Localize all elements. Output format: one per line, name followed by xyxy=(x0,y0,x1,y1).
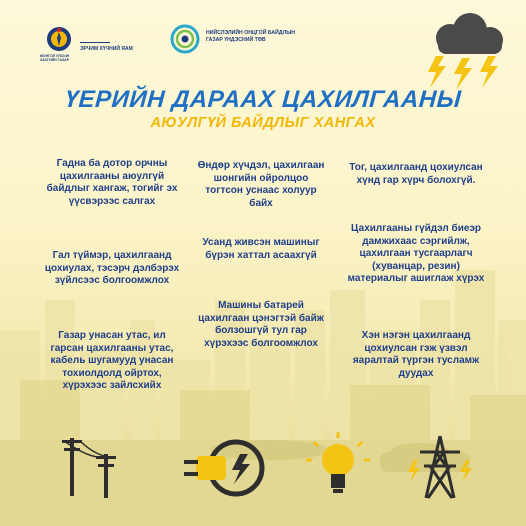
tip-avoid-fire-explosion: Гал түймэр, цахилгаанд цохиулах, тэсэрч дэлбэрэх зүйлсээс болгоомжлох xyxy=(44,250,180,286)
tip-disconnect-power: Гадна ба дотор орчны цахилгааны аюулгүй байдлыг хангаж, тогийг эх үүсвэрээс салгах xyxy=(46,158,178,207)
transmission-tower-icon xyxy=(420,436,460,498)
power-lines-icon xyxy=(62,438,116,498)
agency-name: НИЙСЛЭЛИЙН ОНЦГОЙ БАЙДЛЫН ГАЗАР ҮНДЭСНИЙ ТӨВ xyxy=(206,30,296,43)
tip-dont-touch-shocked-person: Тог, цахилгаанд цохиулсан хүнд гар хүрч болохгүй. xyxy=(349,162,483,186)
storm-cloud-icon xyxy=(418,8,518,98)
light-bulb-icon xyxy=(306,432,370,493)
coat-of-arms-icon xyxy=(42,24,76,54)
tip-call-ambulance: Хэн нэгэн цахилгаанд цохиулсан гэж үзвэл яаралтай түргэн тусламж дуудах xyxy=(352,330,480,379)
coat-caption: МОНГОЛ УЛСЫН ЗАСГИЙН ГАЗАР xyxy=(40,54,70,62)
tip-car-battery-caution: Машины батарей цахилгаан цэнэгтэй байж болзошгүй тул гар хүрэхээс болгоомжлох xyxy=(198,300,324,349)
bolt-right-icon xyxy=(460,460,472,482)
tip-stay-away-high-voltage: Өндөр хүчдэл, цахилгаан шонгийн ойролцоо тогтсон уснаас холуур байх xyxy=(197,160,325,209)
page-title: ҮЕРИЙН ДАРААХ ЦАХИЛГААНЫ xyxy=(63,86,463,113)
ministry-name: ЭРЧИМ ХҮЧНИЙ ЯАМ xyxy=(80,46,133,52)
page-subtitle: АЮУЛГҮЙ БАЙДЛЫГ ХАНГАХ xyxy=(150,115,376,131)
tip-avoid-fallen-wires: Газар унасан утас, ил гарсан цахилгааны утас, кабель шугамууд унасан тохиолдолд ойртох, хүрэхээс зайлсхийх xyxy=(50,330,174,391)
agency-logo-icon xyxy=(170,24,200,54)
tip-dont-start-flooded-car: Усанд живсэн машиныг бүрэн хаттал асаахгүй xyxy=(202,237,320,261)
ministry-divider xyxy=(80,42,110,43)
bolt-left-icon xyxy=(408,460,420,482)
tip-use-insulating-material: Цахилгааны гүйдэл биеэр дамжихаас сэргийлж, цахилгаан тусгаарлагч (хуванцар, резин) материалыг ашиглаж хүрэх xyxy=(347,223,485,284)
icons-row xyxy=(0,416,526,526)
electric-plug-icon xyxy=(184,442,262,494)
